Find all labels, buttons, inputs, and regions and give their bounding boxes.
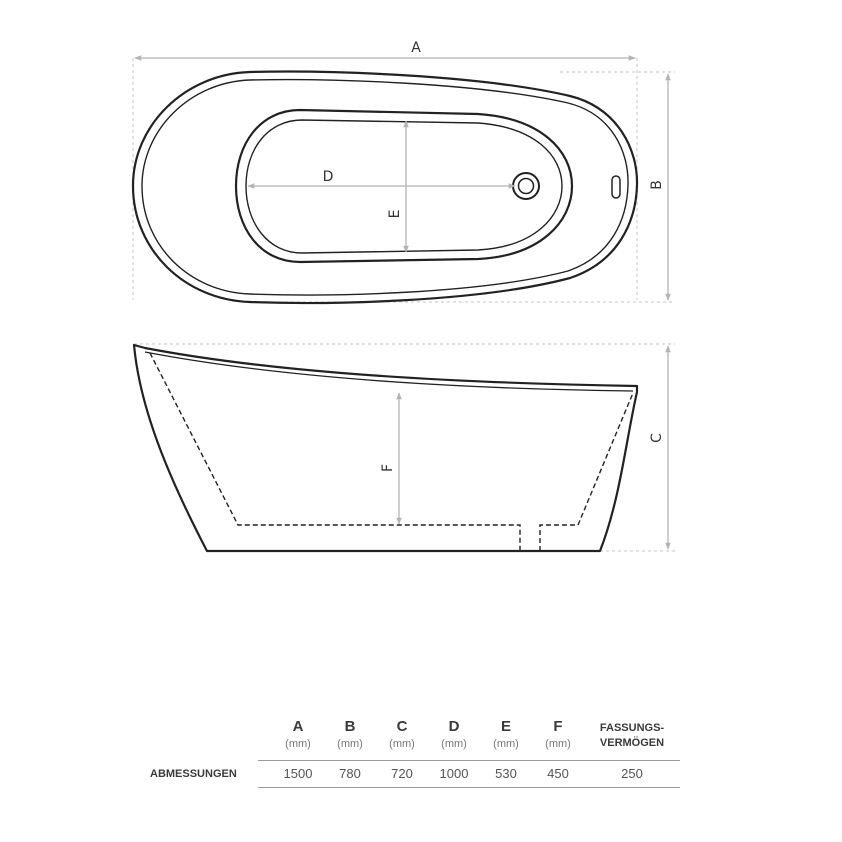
column-unit: (mm)	[337, 738, 363, 750]
value-a: 1500	[283, 766, 313, 781]
side-view-guide-lines	[134, 344, 675, 551]
table-header-row	[150, 718, 680, 758]
drain-inner-ring	[519, 179, 534, 194]
column-letter: C	[396, 718, 408, 735]
dimension-a-label: A	[411, 40, 421, 56]
dimension-c-label: C	[649, 433, 665, 443]
capacity-header-line2: VERMÖGEN	[599, 737, 665, 749]
value-b: 780	[339, 766, 361, 781]
drain-icon	[513, 173, 539, 199]
column-header-c	[376, 718, 428, 752]
top-view-guide-lines	[133, 58, 675, 302]
value-d: 1000	[439, 766, 469, 781]
table-top-rule	[258, 760, 680, 761]
value-f: 450	[547, 766, 569, 781]
tub-side-silhouette	[134, 345, 637, 551]
row-label: ABMESSUNGEN	[150, 768, 237, 780]
capacity-header-line1: FASSUNGS-	[599, 722, 665, 734]
column-header-f	[532, 718, 584, 752]
column-unit: (mm)	[441, 738, 467, 750]
column-letter: A	[292, 718, 304, 735]
value-c: 720	[391, 766, 413, 781]
tub-side-hidden-interior	[150, 353, 633, 551]
top-view	[133, 40, 675, 303]
column-unit: (mm)	[389, 738, 415, 750]
dimension-d-label: D	[322, 169, 334, 185]
value-capacity: 250	[621, 766, 643, 781]
dimension-f-label: F	[380, 463, 396, 473]
column-letter: B	[344, 718, 356, 735]
column-header-e	[480, 718, 532, 752]
column-unit: (mm)	[493, 738, 519, 750]
dimension-e-label: E	[387, 209, 403, 219]
overflow-icon	[612, 176, 620, 198]
column-letter: F	[553, 718, 563, 735]
column-header-d	[428, 718, 480, 752]
dimension-b-label: B	[649, 180, 665, 190]
column-letter: E	[500, 718, 511, 735]
column-header-b	[324, 718, 376, 752]
column-letter: D	[448, 718, 460, 735]
column-header-capacity	[594, 721, 670, 751]
column-unit: (mm)	[545, 738, 571, 750]
column-unit: (mm)	[285, 738, 311, 750]
value-e: 530	[495, 766, 517, 781]
column-header-a	[272, 718, 324, 752]
side-view	[134, 344, 675, 551]
table-bottom-rule	[258, 787, 680, 788]
